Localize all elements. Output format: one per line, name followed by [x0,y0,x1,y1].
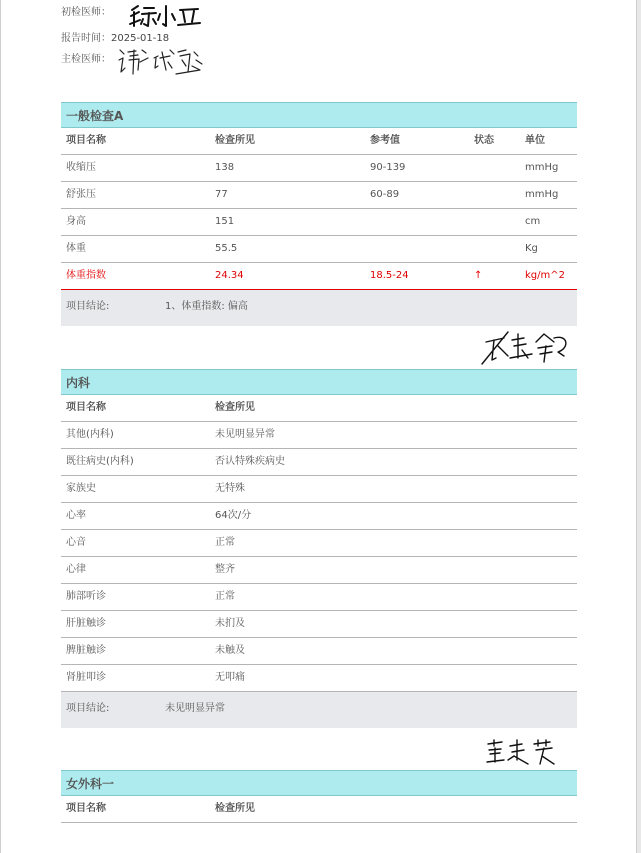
column-header: 检查所见 [215,402,255,413]
item-value: 正常 [215,537,235,548]
section-title: 内科 [61,369,577,395]
table-row [61,236,577,263]
item-value: 无叩痛 [215,672,245,683]
item-ref: 90-139 [370,162,406,173]
column-header: 检查所见 [215,135,255,146]
table-row [61,557,577,584]
page-shadow [637,0,641,853]
item-value: 55.5 [215,243,238,254]
item-unit: cm [525,216,541,227]
column-header: 状态 [474,135,494,146]
table-row [61,449,577,476]
item-value: 77 [215,189,228,200]
item-name: 肺部听诊 [66,591,106,602]
internal-medicine-signature [484,736,560,768]
item-value: 无特殊 [215,483,245,494]
table-row [61,155,577,182]
internal-medicine-section [61,369,577,728]
item-name: 脾脏触诊 [66,645,106,656]
item-ref: 18.5-24 [370,270,409,281]
item-value: 未见明显异常 [215,429,275,440]
conclusion-text: 1、体重指数: 偏高 [165,301,248,312]
item-name: 心音 [66,537,86,548]
item-name: 体重 [66,243,86,254]
column-header: 检查所见 [215,803,255,814]
item-name: 体重指数 [66,270,106,281]
item-name: 其他(内科) [66,429,114,440]
report-time-label: 报告时间： [61,33,111,44]
table-row [61,182,577,209]
item-value: 整齐 [215,564,235,575]
table-header-row [61,128,577,155]
item-ref: 60-89 [370,189,400,200]
section-title: 女外科一 [61,770,577,796]
section-title: 一般检查A [61,102,577,128]
item-value: 否认特殊疾病史 [215,456,285,467]
item-name: 家族史 [66,483,96,494]
item-value: 未扪及 [215,618,245,629]
page-edge [0,0,1,853]
table-row [61,638,577,665]
item-name: 肝脏触诊 [66,618,106,629]
column-header: 单位 [525,135,545,146]
table-row [61,503,577,530]
table-row [61,209,577,236]
table-row-abnormal [61,263,577,290]
table-row [61,665,577,692]
table-row [61,611,577,638]
item-name: 身高 [66,216,86,227]
up-arrow-icon: ↑ [474,270,483,281]
item-unit: Kg [525,243,538,254]
table-row [61,530,577,557]
item-value: 64次/分 [215,510,252,521]
report-time-value: 2025-01-18 [111,33,170,44]
table-row [61,422,577,449]
item-value: 未触及 [215,645,245,656]
table-row [61,476,577,503]
table-header-row [61,395,577,422]
table-row [61,584,577,611]
item-name: 肾脏叩诊 [66,672,106,683]
conclusion-text: 未见明显异常 [165,703,225,714]
chief-doctor-signature [116,44,206,80]
conclusion-label: 项目结论: [66,301,110,312]
initial-doctor-signature [128,2,204,32]
chief-doctor-row [61,53,111,67]
conclusion-label: 项目结论: [66,703,110,714]
item-name: 心率 [66,510,86,521]
section-conclusion [61,692,577,728]
item-value: 151 [215,216,235,227]
gynecology-section [61,770,577,823]
general-exam-section [61,102,577,326]
column-header: 参考值 [370,135,400,146]
item-unit: kg/m^2 [525,270,565,281]
general-exam-signature [478,328,574,368]
table-header-row [61,796,577,823]
column-header: 项目名称 [66,803,106,814]
item-name: 舒张压 [66,189,96,200]
item-name: 既往病史(内科) [66,456,134,467]
column-header: 项目名称 [66,135,106,146]
item-value: 正常 [215,591,235,602]
section-conclusion [61,290,577,326]
item-name: 收缩压 [66,162,96,173]
item-value: 138 [215,162,235,173]
item-name: 心律 [66,564,86,575]
item-unit: mmHg [525,162,559,173]
item-value: 24.34 [215,270,244,281]
initial-doctor-label: 初检医师： [61,7,111,18]
initial-doctor-row [61,6,111,20]
column-header: 项目名称 [66,402,106,413]
item-unit: mmHg [525,189,559,200]
chief-doctor-label: 主检医师： [61,54,111,65]
